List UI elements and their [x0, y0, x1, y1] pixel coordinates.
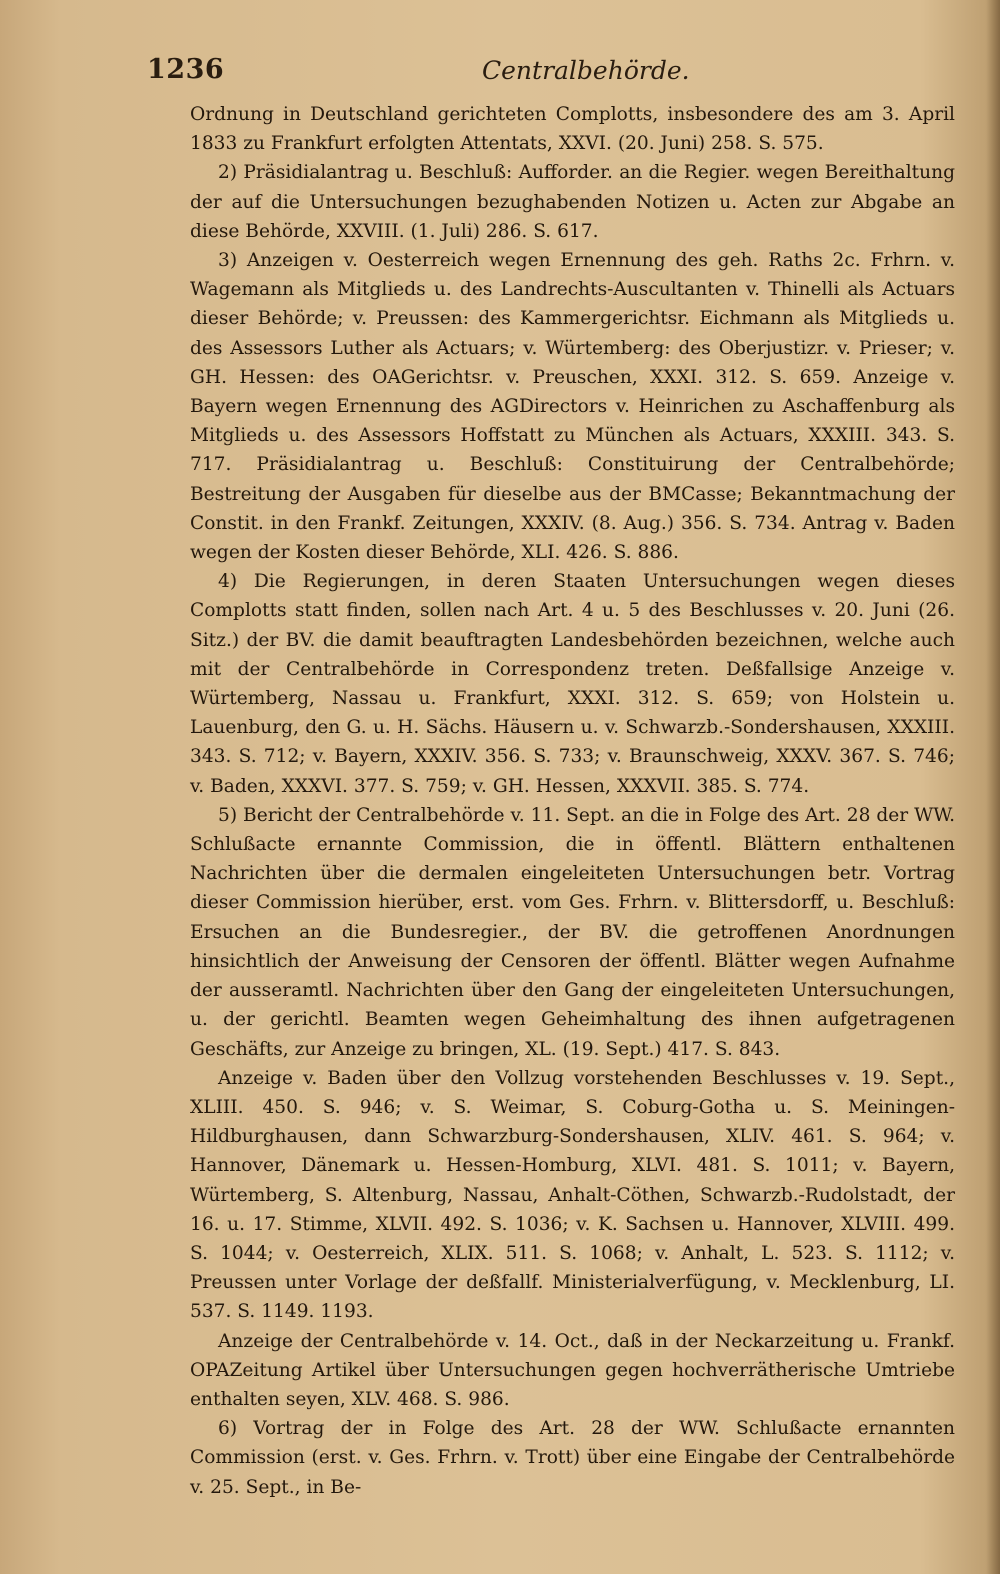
- page-number: 1236: [147, 54, 225, 85]
- page-header: [147, 48, 947, 88]
- body-text: [190, 100, 955, 1502]
- page-edge-shadow: [986, 0, 1000, 1574]
- paragraph-continuation: Ordnung in Deutschland gerichteten Complotts, insbesondere des am 3. April 1833 zu Frankfurt erfolgten Attentats, XXVI. (20. Juni) 258. S. 575.: [190, 104, 955, 155]
- paragraph-item-6: 6) Vortrag der in Folge des Art. 28 der WW. Schlußacte ernannten Commission (erst. v. Ges. Frhrn. v. Trott) über eine Eingabe der Centralbehörde v. 25. Sept., in Be-: [190, 1418, 955, 1498]
- paragraph-item-5-notice: Anzeige v. Baden über den Vollzug vorstehenden Beschlusses v. 19. Sept., XLIII. 450. S. 946; v. S. Weimar, S. Coburg-Gotha u. S. Meiningen-Hildburghausen, dann Schwarzburg-Sondershausen, XLIV. 461. S. 964; v. Hannover, Dänemark u. Hessen-Homburg, XLVI. 481. S. 1011; v. Bayern, Würtemberg, S. Altenburg, Nassau, Anhalt-Cöthen, Schwarzb.-Rudolstadt, der 16. u. 17. Stimme, XLVII. 492. S. 1036; v. K. Sachsen u. Hannover, XLVIII. 499. S. 1044; v. Oesterreich, XLIX. 511. S. 1068; v. Anhalt, L. 523. S. 1112; v. Preussen unter Vorlage der deßfallf. Ministerialverfügung, v. Mecklenburg, LI. 537. S. 1149. 1193.: [190, 1067, 955, 1323]
- paragraph-item-5-report: Anzeige der Centralbehörde v. 14. Oct., daß in der Neckarzeitung u. Frankf. OPAZeitung Artikel über Untersuchungen gegen hochverrätherische Umtriebe enthalten seyen, XLV. 468. S. 986.: [190, 1330, 955, 1410]
- paragraph-item-5: 5) Bericht der Centralbehörde v. 11. Sept. an die in Folge des Art. 28 der WW. Schlußacte ernannte Commission, die in öffentl. Blättern enthaltenen Nachrichten über die dermalen eingeleiteten Untersuchungen betr. Vortrag dieser Commission hierüber, erst. vom Ges. Frhrn. v. Blittersdorff, u. Beschluß: Ersuchen an die Bundesregier., der BV. die getroffenen Anordnungen hinsichtlich der Anweisung der Censoren der öffentl. Blätter wegen Aufnahme der ausseramtl. Nachrichten über den Gang der eingeleiteten Untersuchungen, u. der gerichtl. Beamten wegen Geheimhaltung des ihnen aufgetragenen Geschäfts, zur Anzeige zu bringen, XL. (19. Sept.) 417. S. 843.: [190, 804, 955, 1060]
- paragraph-item-2: 2) Präsidialantrag u. Beschluß: Aufforder. an die Regier. wegen Bereithaltung der auf die Untersuchungen bezughabenden Notizen u. Acten zur Abgabe an diese Behörde, XXVIII. (1. Juli) 286. S. 617.: [190, 162, 955, 242]
- running-title: Centralbehörde.: [482, 56, 690, 85]
- paragraph-item-4: 4) Die Regierungen, in deren Staaten Untersuchungen wegen dieses Complotts statt finden, sollen nach Art. 4 u. 5 des Beschlusses v. 20. Juni (26. Sitz.) der BV. die damit beauftragten Landesbehörden bezeichnen, welche auch mit der Centralbehörde in Correspondenz treten. Deßfallsige Anzeige v. Würtemberg, Nassau u. Frankfurt, XXXI. 312. S. 659; von Holstein u. Lauenburg, den G. u. H. Sächs. Häusern u. v. Schwarzb.-Sondershausen, XXXIII. 343. S. 712; v. Bayern, XXXIV. 356. S. 733; v. Braunschweig, XXXV. 367. S. 746; v. Baden, XXXVI. 377. S. 759; v. GH. Hessen, XXXVII. 385. S. 774.: [190, 571, 955, 797]
- paragraph-item-3: 3) Anzeigen v. Oesterreich wegen Ernennung des geh. Raths 2c. Frhrn. v. Wagemann als Mitglieds u. des Landrechts-Auscultanten v. Thinelli als Actuars dieser Behörde; v. Preussen: des Kammergerichtsr. Eichmann als Mitglieds u. des Assessors Luther als Actuars; v. Würtemberg: des Oberjustizr. v. Prieser; v. GH. Hessen: des OAGerichtsr. v. Preuschen, XXXI. 312. S. 659. Anzeige v. Bayern wegen Ernennung des AGDirectors v. Heinrichen zu Aschaffenburg als Mitglieds u. des Assessors Hoffstatt zu München als Actuars, XXXIII. 343. S. 717. Präsidialantrag u. Beschluß: Constituirung der Centralbehörde; Bestreitung der Ausgaben für dieselbe aus der BMCasse; Bekanntmachung der Constit. in den Frankf. Zeitungen, XXXIV. (8. Aug.) 356. S. 734. Antrag v. Baden wegen der Kosten dieser Behörde, XLI. 426. S. 886.: [190, 250, 955, 564]
